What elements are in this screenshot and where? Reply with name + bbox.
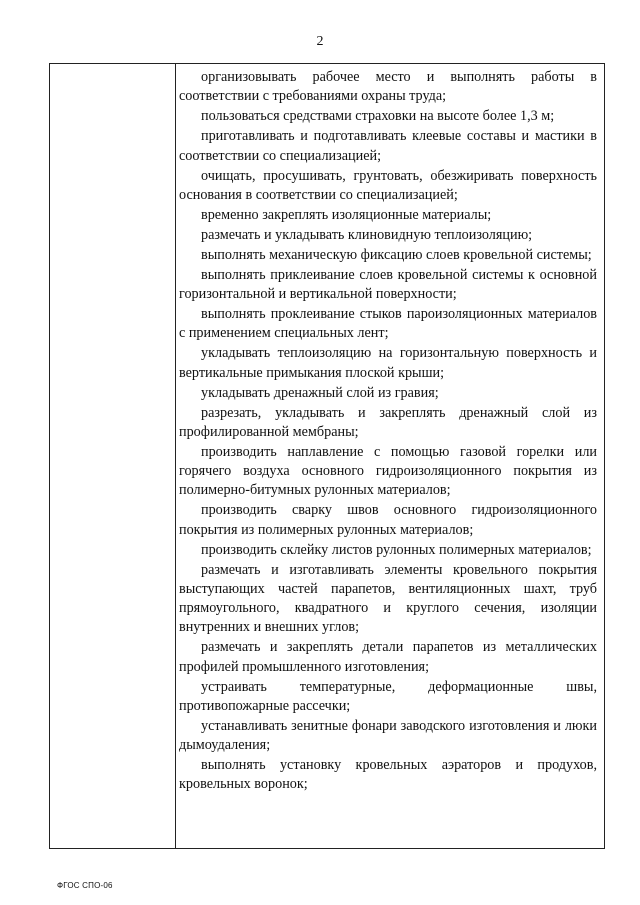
- requirement-item: устраивать температурные, деформационные швы, противопожарные рассечки;: [179, 678, 597, 714]
- content-table: [49, 63, 605, 849]
- requirement-item: очищать, просушивать, грунтовать, обезжиривать поверхность основания в соответствии со специализацией;: [179, 167, 597, 203]
- column-divider: [175, 64, 176, 848]
- requirement-item: производить склейку листов рулонных полимерных материалов;: [201, 541, 592, 558]
- requirement-item: временно закреплять изоляционные материалы;: [201, 206, 492, 223]
- requirement-item: выполнять приклеивание слоев кровельной системы к основной горизонтальной и вертикальной поверхности;: [179, 266, 597, 303]
- requirement-item: выполнять проклеивание стыков пароизоляционных материалов с применением специальных лент;: [179, 306, 597, 342]
- requirement-item: разрезать, укладывать и закреплять дренажный слой из профилированной мембраны;: [179, 404, 597, 440]
- requirement-item: производить сварку швов основного гидроизоляционного покрытия из полимерных рулонных материалов;: [179, 502, 597, 538]
- footer-code: ФГОС СПО-06: [57, 881, 113, 890]
- requirement-item: размечать и закреплять детали парапетов из металлических профилей промышленного изготовления;: [179, 639, 597, 675]
- requirement-item: укладывать теплоизоляцию на горизонтальную поверхность и вертикальные примыкания плоской крыши;: [179, 345, 597, 381]
- requirement-item: размечать и изготавливать элементы кровельного покрытия выступающих частей парапетов, вентиляционных шахт, труб прямоугольного, квадратного и круглого сечения, изоляции внутренних и внешних углов;: [179, 561, 597, 636]
- requirement-item: производить наплавление с помощью газовой горелки или горячего воздуха основного гидроизоляционного покрытия из полимерно-битумных рулонных материалов;: [179, 443, 597, 499]
- requirement-item: устанавливать зенитные фонари заводского изготовления и люки дымоудаления;: [179, 717, 597, 754]
- requirement-item: организовывать рабочее место и выполнять работы в соответствии с требованиями охраны труда;: [179, 69, 597, 105]
- requirement-item: приготавливать и подготавливать клеевые составы и мастики в соответствии со специализацией;: [179, 128, 597, 164]
- page-number: 2: [316, 34, 324, 49]
- requirement-item: выполнять механическую фиксацию слоев кровельной системы;: [201, 246, 592, 263]
- requirement-item: выполнять установку кровельных аэраторов и продухов, кровельных воронок;: [179, 757, 597, 793]
- requirements-list: [179, 68, 597, 795]
- requirement-item: размечать и укладывать клиновидную теплоизоляцию;: [201, 226, 533, 243]
- requirement-item: пользоваться средствами страховки на высоте более 1,3 м;: [201, 108, 555, 125]
- requirement-item: укладывать дренажный слой из гравия;: [201, 384, 439, 401]
